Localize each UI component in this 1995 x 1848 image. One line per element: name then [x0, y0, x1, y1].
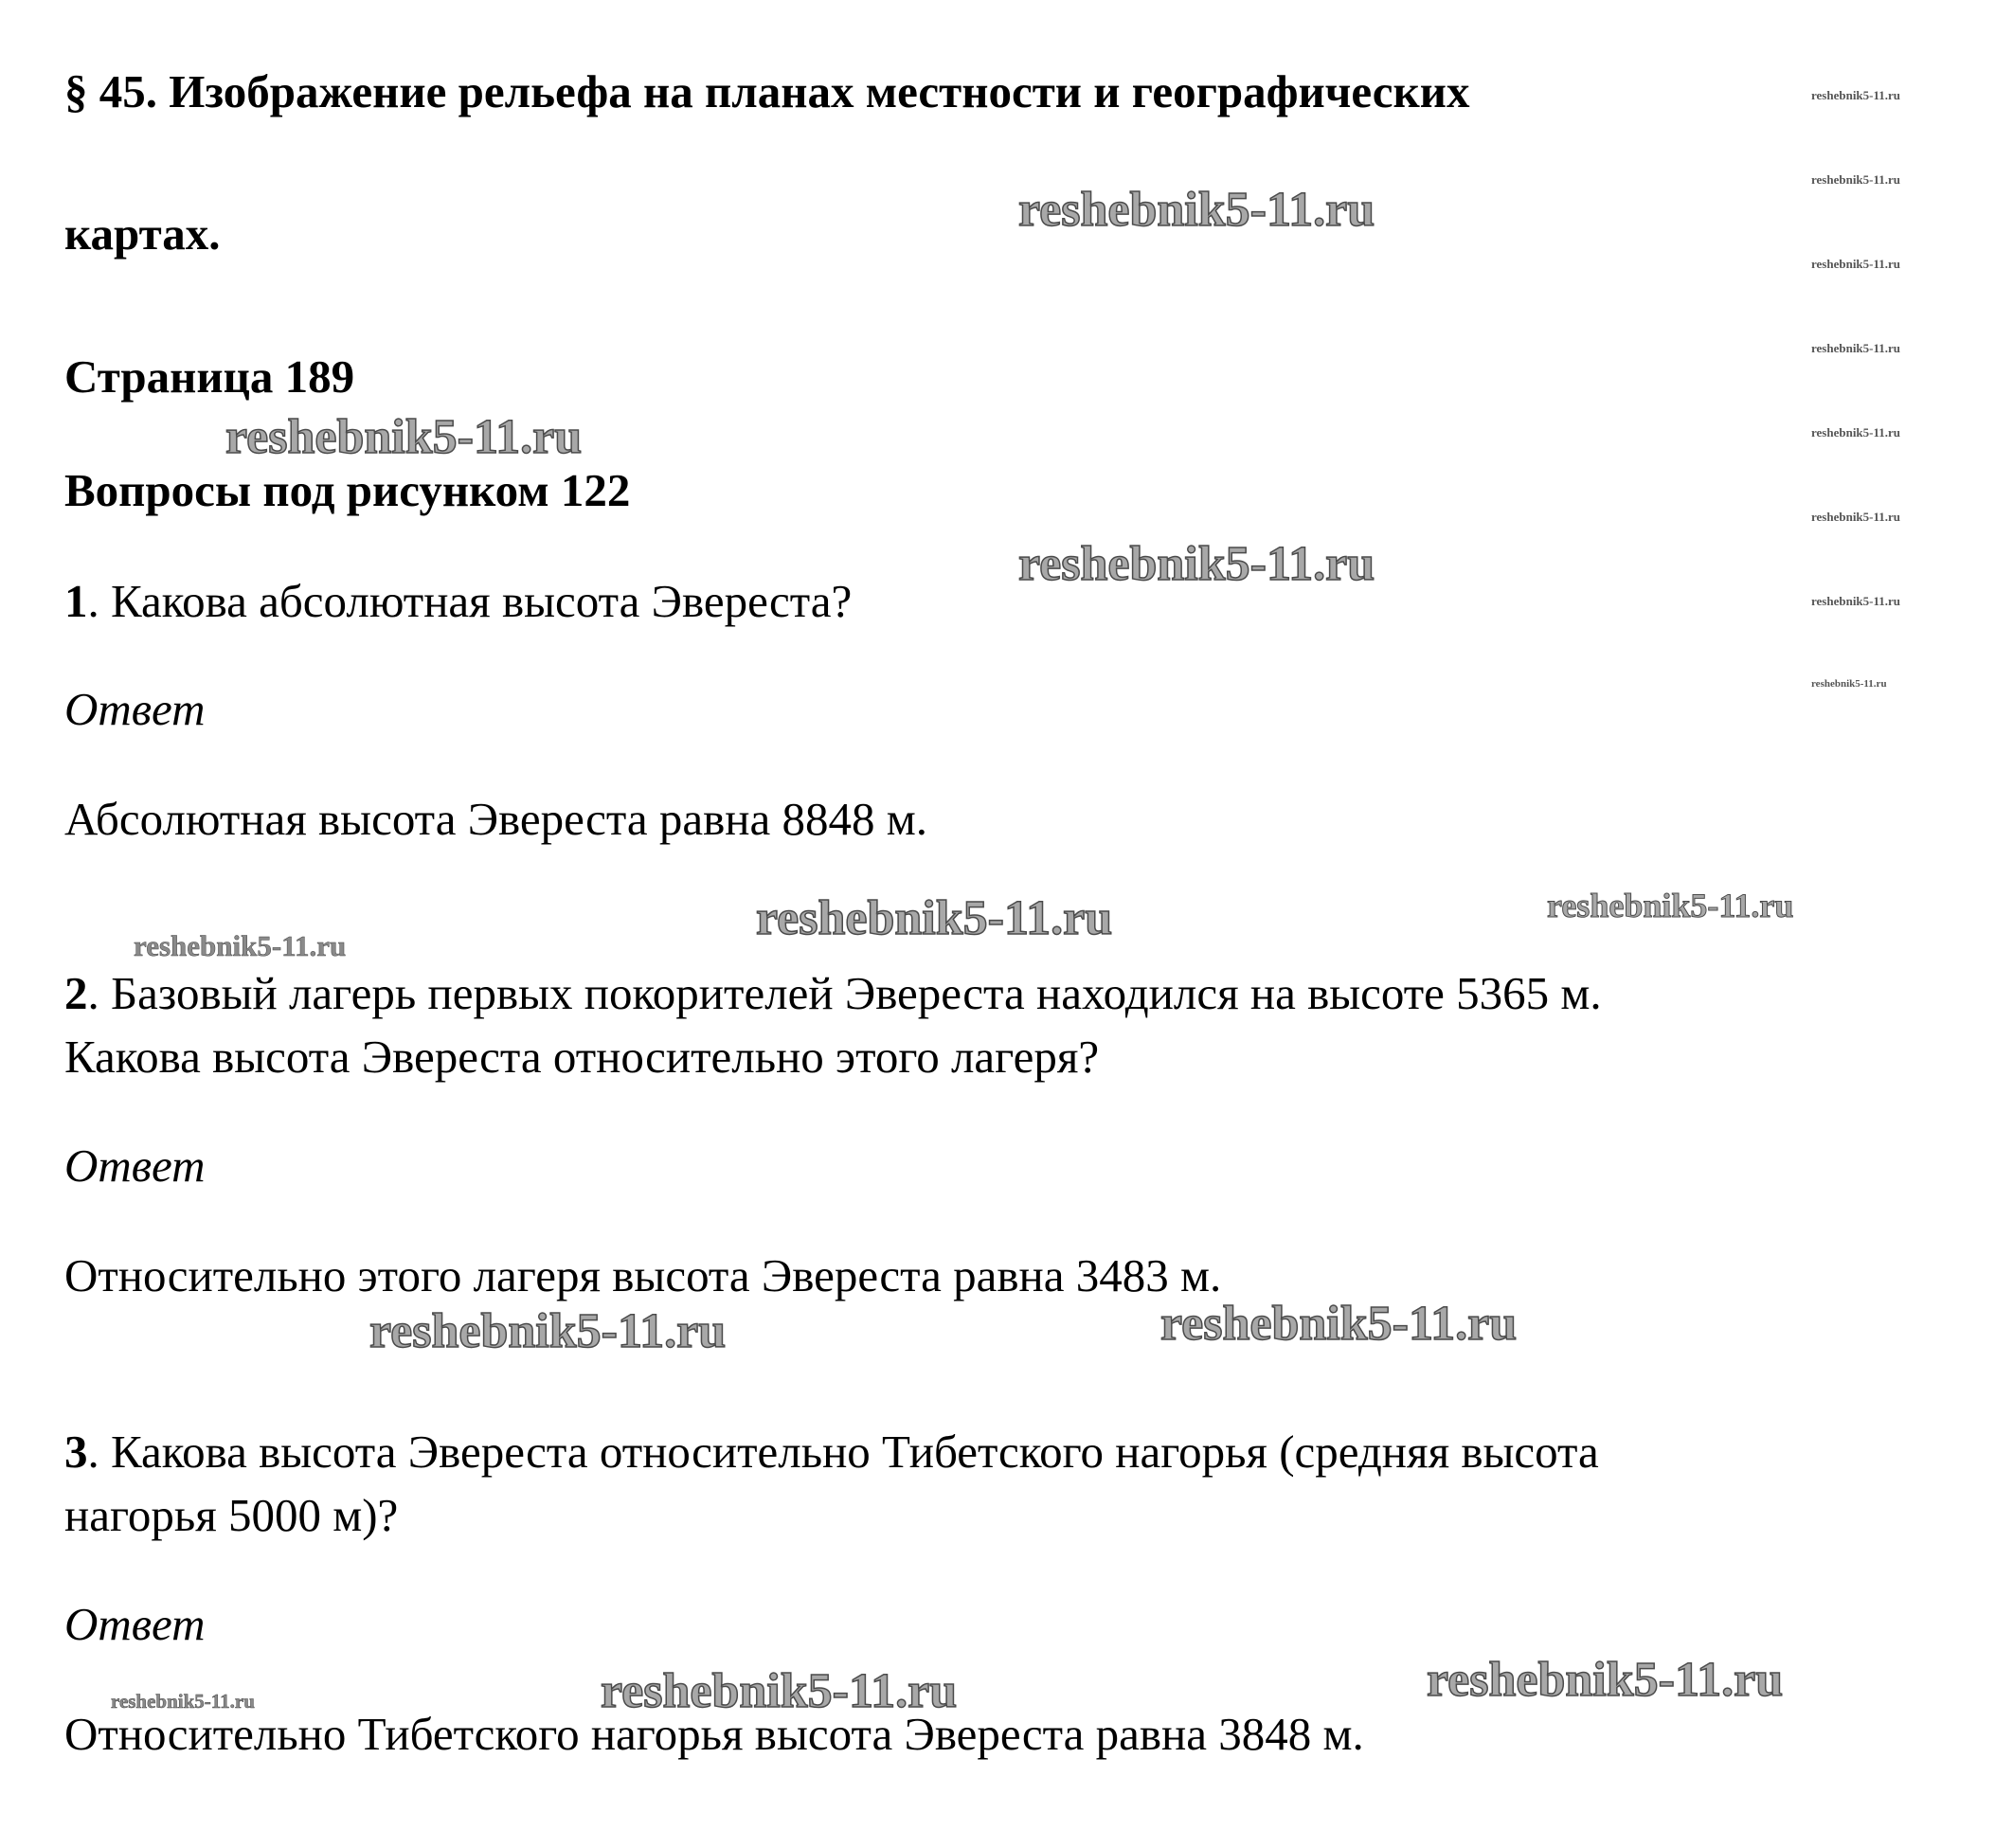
question-text: . Какова абсолютная высота Эвереста? [87, 575, 853, 627]
watermark: reshebnik5-11.ru [1018, 537, 1375, 591]
question-3 [64, 1426, 1599, 1478]
question-1 [64, 575, 853, 627]
answer-label-3: Ответ [64, 1598, 206, 1650]
watermark: reshebnik5-11.ru [1811, 510, 1901, 524]
answer-1: Абсолютная высота Эвереста равна 8848 м. [64, 793, 927, 845]
question-number: 2 [64, 967, 88, 1019]
watermark: reshebnik5-11.ru [1811, 678, 1887, 690]
watermark: reshebnik5-11.ru [1811, 88, 1901, 102]
watermark: reshebnik5-11.ru [1811, 257, 1901, 271]
question-3-line2: нагорья 5000 м)? [64, 1489, 399, 1541]
watermark: reshebnik5-11.ru [1547, 887, 1794, 924]
question-text: . Какова высота Эвереста относительно Тибетского нагорья (средняя высота [87, 1426, 1599, 1478]
question-text: . Базовый лагерь первых покорителей Эвереста находился на высоте 5365 м. [87, 967, 1602, 1019]
watermark: reshebnik5-11.ru [1811, 594, 1901, 608]
answer-2: Относительно этого лагеря высота Эвереста равна 3483 м. [64, 1249, 1222, 1301]
watermark: reshebnik5-11.ru [111, 1690, 255, 1713]
watermark: reshebnik5-11.ru [225, 410, 583, 464]
page-label: Страница 189 [64, 350, 355, 403]
section-title-line2: картах. [64, 207, 221, 260]
watermark: reshebnik5-11.ru [756, 891, 1113, 945]
watermark: reshebnik5-11.ru [369, 1304, 727, 1358]
answer-label-1: Ответ [64, 683, 206, 735]
section-title-line1: § 45. Изображение рельефа на планах местности и географических [64, 65, 1470, 117]
answer-3: Относительно Тибетского нагорья высота Эвереста равна 3848 м. [64, 1708, 1364, 1760]
watermark: reshebnik5-11.ru [134, 929, 347, 962]
answer-label-2: Ответ [64, 1139, 206, 1192]
subheading: Вопросы под рисунком 122 [64, 464, 631, 516]
question-number: 3 [64, 1426, 88, 1478]
watermark: reshebnik5-11.ru [1018, 183, 1375, 237]
question-2-line2: Какова высота Эвереста относительно этого лагеря? [64, 1031, 1100, 1083]
question-2 [64, 967, 1602, 1019]
watermark: reshebnik5-11.ru [1811, 425, 1901, 440]
watermark: reshebnik5-11.ru [1427, 1653, 1784, 1707]
watermark: reshebnik5-11.ru [1811, 341, 1901, 355]
watermark: reshebnik5-11.ru [1160, 1297, 1518, 1351]
watermark: reshebnik5-11.ru [601, 1664, 958, 1718]
question-number: 1 [64, 575, 88, 627]
watermark: reshebnik5-11.ru [1811, 172, 1901, 187]
